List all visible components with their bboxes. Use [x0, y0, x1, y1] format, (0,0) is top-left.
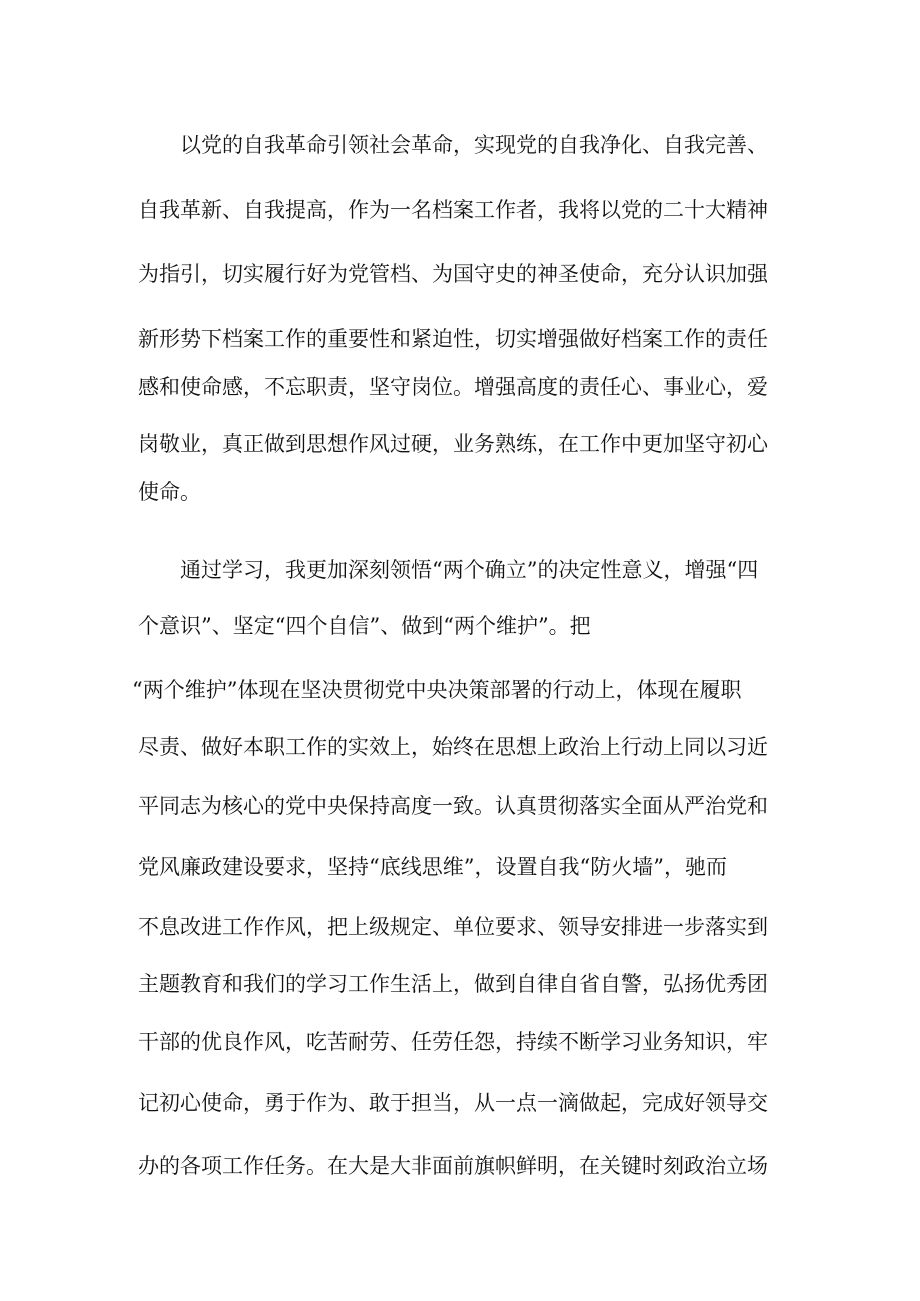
paragraph-2-line-9: 干部的优良作风，吃苦耐劳、任劳任怨，持续不断学习业务知识，牢 — [138, 1030, 768, 1054]
paragraph-2-line-1: 通过学习，我更加深刻领悟“两个确立”的决定性意义，增强“四 — [180, 558, 759, 582]
paragraph-2-line-10: 记初心使命，勇于作为、敢于担当，从一点一滴做起，完成好领导交 — [138, 1091, 768, 1115]
paragraph-2-line-11: 办的各项工作任务。在大是大非面前旗帜鲜明，在关键时刻政治立场 — [138, 1154, 768, 1178]
paragraph-1-line-3: 为指引，切实履行好为党管档、为国守史的神圣使命，充分认识加强 — [138, 262, 768, 286]
paragraph-2-line-6: 党风廉政建设要求，坚持“底线思维”，设置自我“防火墙”，驰而 — [138, 855, 727, 879]
paragraph-2-line-7: 不息改进工作作风，把上级规定、单位要求、领导安排进一步落实到 — [138, 915, 768, 939]
paragraph-2-line-2: 个意识”、坚定“四个自信”、做到“两个维护”。把 — [138, 614, 591, 638]
paragraph-1-line-6: 岗敬业，真正做到思想作风过硬，业务熟练，在工作中更加坚守初心 — [138, 432, 768, 456]
paragraph-1-line-7: 使命。 — [138, 480, 201, 504]
paragraph-1-line-1: 以党的自我革命引领社会革命，实现党的自我净化、自我完善、 — [180, 133, 768, 157]
paragraph-2-line-8: 主题教育和我们的学习工作生活上，做到自律自省自警，弘扬优秀团 — [138, 972, 768, 996]
paragraph-1-line-5: 感和使命感，不忘职责，坚守岗位。增强高度的责任心、事业心，爱 — [138, 375, 768, 399]
paragraph-2-line-3: “两个维护”体现在坚决贯彻党中央决策部署的行动上，体现在履职 — [132, 678, 742, 702]
paragraph-2-line-4: 尽责、做好本职工作的实效上，始终在思想上政治上行动上同以习近 — [138, 735, 768, 759]
paragraph-1-line-4: 新形势下档案工作的重要性和紧迫性，切实增强做好档案工作的责任 — [138, 327, 768, 351]
paragraph-2-line-5: 平同志为核心的党中央保持高度一致。认真贯彻落实全面从严治党和 — [138, 794, 768, 818]
paragraph-1-line-2: 自我革新、自我提高，作为一名档案工作者，我将以党的二十大精神 — [138, 198, 768, 222]
